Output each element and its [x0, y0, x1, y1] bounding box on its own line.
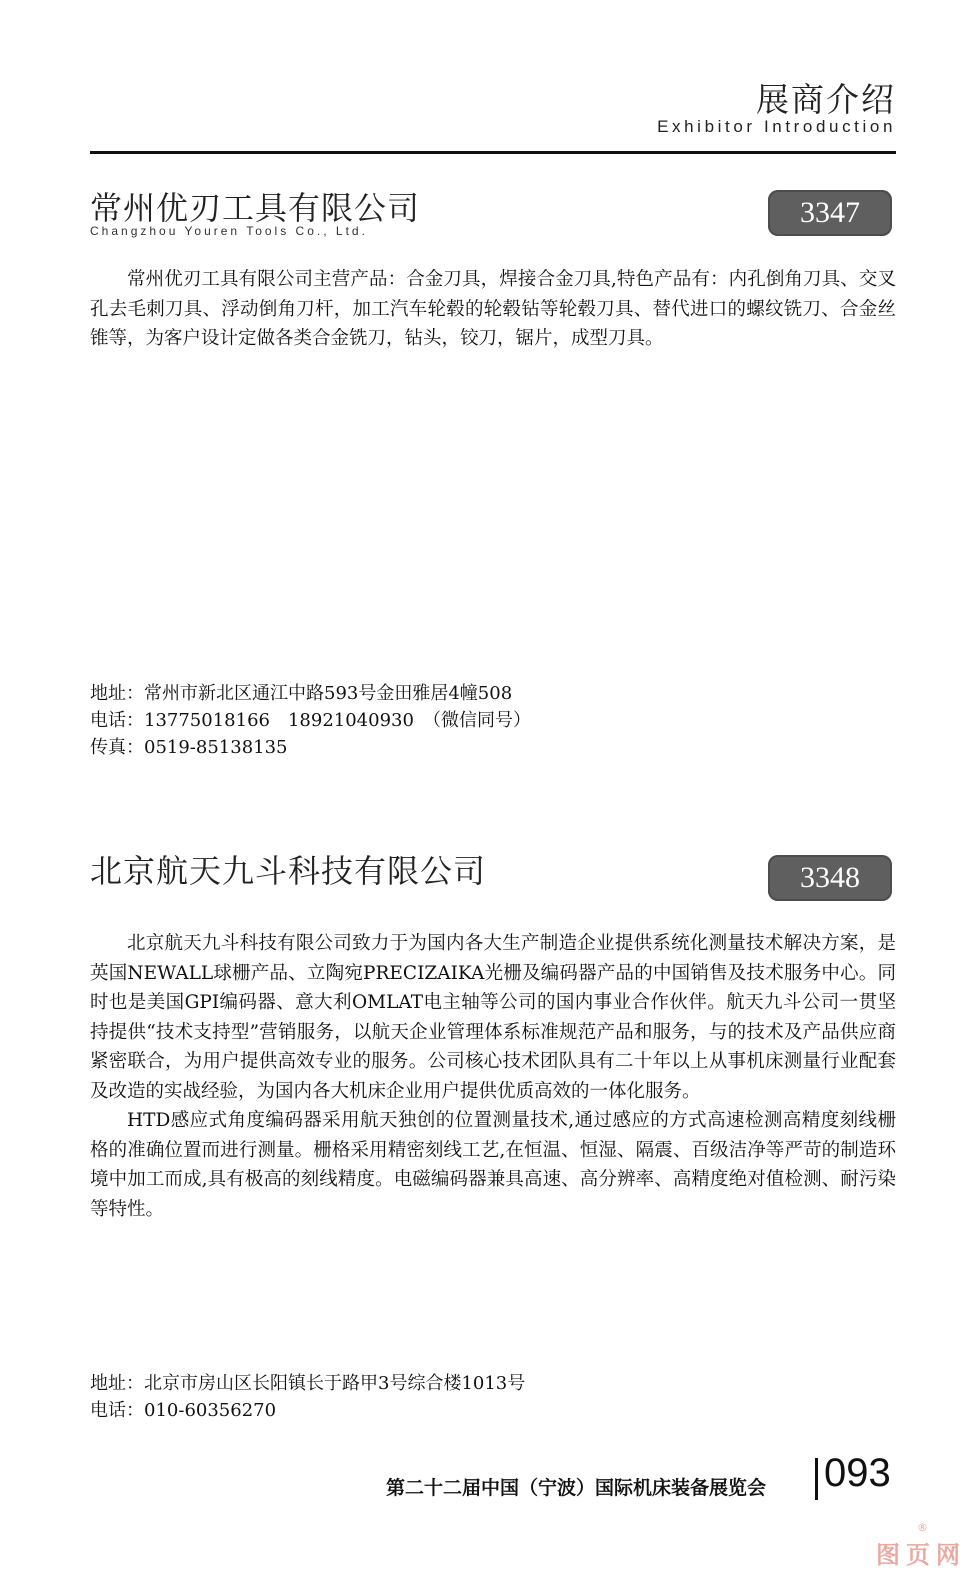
registered-mark: ® — [917, 1521, 928, 1534]
watermark-logo: 图页网 — [876, 1541, 966, 1569]
phone-line: 电话：13775018166 18921040930 （微信同号） — [90, 710, 531, 731]
fax-line: 传真：0519-85138135 — [90, 737, 288, 758]
section-title: 展商介绍 — [756, 80, 896, 119]
exhibitor-description — [90, 265, 896, 354]
address-line: 地址：常州市新北区通江中路593号金田雅居4幢508 — [90, 683, 513, 704]
exhibitor-description — [90, 929, 896, 1224]
header-divider — [90, 151, 896, 154]
address-line: 地址：北京市房山区长阳镇长于路甲3号综合楼1013号 — [90, 1373, 526, 1394]
phone-line: 电话：010-60356270 — [90, 1400, 277, 1421]
footer-divider — [815, 1458, 818, 1500]
page-number: 093 — [824, 1451, 891, 1495]
description-paragraph: 北京航天九斗科技有限公司致力于为国内各大生产制造企业提供系统化测量技术解决方案，是英国NEWALL球栅产品、立陶宛PRECIZAIKA光栅及编码器产品的中国销售及技术服务中心。同时也是美国GPI编码器、意大利OMLAT电主轴等公司的国内事业合作伙伴。航天九斗公司一贯坚持提供“技术支持型”营销服务，以航天企业管理体系标准规范产品和服务，与的技术及产品供应商紧密联合，为用户提供高效专业的服务。公司核心技术团队具有二十年以上从事机床测量行业配套及改造的实战经验，为国内各大机床企业用户提供优质高效的一体化服务。 — [90, 933, 896, 1102]
contact-block — [90, 680, 531, 761]
exhibitor-name-en: Changzhou Youren Tools Co., Ltd. — [90, 224, 368, 238]
exhibition-title: 第二十二届中国（宁波）国际机床装备展览会 — [386, 1477, 767, 1499]
section-subtitle: Exhibitor Introduction — [657, 117, 896, 136]
description-paragraph: 常州优刃工具有限公司主营产品：合金刀具，焊接合金刀具,特色产品有：内孔倒角刀具、交叉孔去毛刺刀具、浮动倒角刀杆，加工汽车轮毂的轮毂钻等轮毂刀具、替代进口的螺纹铣刀、合金丝锥等，为客户设计定做各类合金铣刀，钻头，铰刀，锯片，成型刀具。 — [90, 269, 896, 349]
booth-number-badge: 3348 — [768, 855, 892, 901]
booth-number-badge: 3347 — [768, 190, 892, 236]
contact-block — [90, 1370, 525, 1424]
description-paragraph: HTD感应式角度编码器采用航天独创的位置测量技术,通过感应的方式高速检测高精度刻线栅格的准确位置而进行测量。栅格采用精密刻线工艺,在恒温、恒湿、隔震、百级洁净等严苛的制造环境中加工而成,具有极高的刻线精度。电磁编码器兼具高速、高分辨率、高精度绝对值检测、耐污染等特性。 — [90, 1110, 896, 1220]
exhibitor-name: 北京航天九斗科技有限公司 — [90, 852, 487, 890]
exhibitor-name: 常州优刃工具有限公司 — [90, 189, 421, 227]
